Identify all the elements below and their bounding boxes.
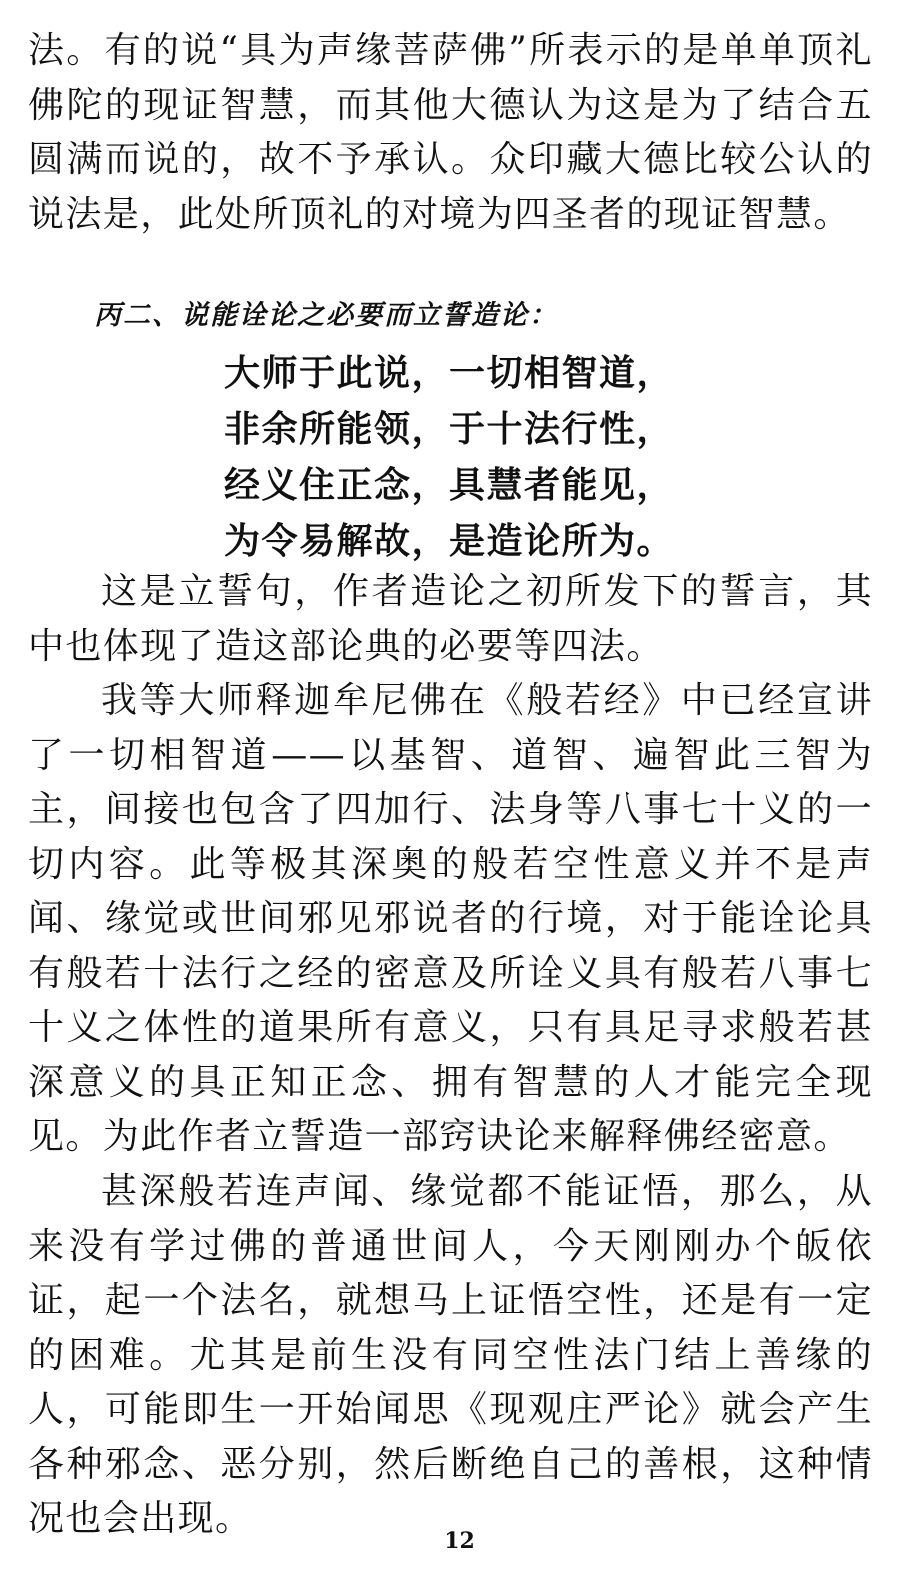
page-number: 12: [444, 1528, 475, 1554]
verse-line-3: 经义住正念，具慧者能见，: [224, 465, 675, 506]
verse-line-4: 为令易解故，是造论所为。: [224, 521, 675, 562]
paragraph-difficulty: 甚深般若连声闻、缘觉都不能证悟，那么，从来没有学过佛的普通世间人，今天刚刚办个皈依证，起一个法名，就想马上证悟空性，还是有一定的困难。尤其是前生没有同空性法门结上善缘的人，可能即生一开始闻思《现观庄严论》就会产生各种邪念、恶分别，然后断绝自己的善根，这种情况也会出现。: [28, 1171, 873, 1539]
paragraph-continued: 法。有的说“具为声缘菩萨佛”所表示的是单单顶礼佛陀的现证智慧，而其他大德认为这是为了结合五圆满而说的，故不予承认。众印藏大德比较公认的说法是，此处所顶礼的对境为四圣者的现证智慧。: [28, 30, 873, 235]
verse-line-2: 非余所能领，于十法行性，: [224, 409, 675, 450]
paragraph-vow-explanation: 这是立誓句，作者造论之初所发下的誓言，其中也体现了造这部论典的必要等四法。: [28, 571, 873, 667]
section-heading: 丙二、说能诠论之必要而立誓造论：: [94, 300, 558, 331]
verse-line-1: 大师于此说，一切相智道，: [224, 353, 675, 394]
paragraph-commentary: 我等大师释迦牟尼佛在《般若经》中已经宣讲了一切相智道——以基智、道智、遍智此三智为主，间接也包含了四加行、法身等八事七十义的一切内容。此等极其深奥的般若空性意义并不是声闻、缘觉或世间邪见邪说者的行境，对于能诠论具有般若十法行之经的密意及所诠义具有般若八事七十义之体性的道果所有意义，只有具足寻求般若甚深意义的具正知正念、拥有智慧的人才能完全现见。为此作者立誓造一部窍诀论来解释佛经密意。: [28, 680, 873, 1157]
